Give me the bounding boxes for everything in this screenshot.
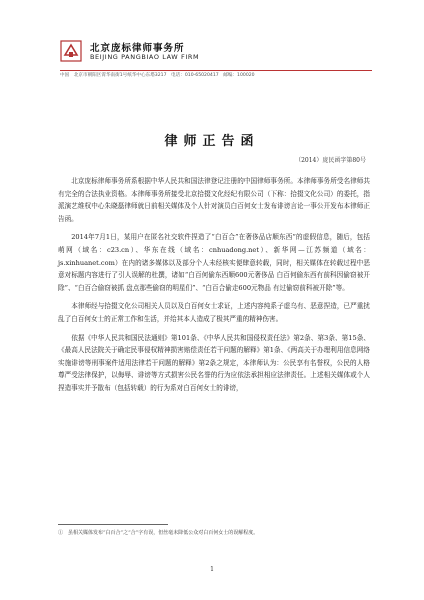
paragraph-verification: 本律师经与拾掇文化公司相关人员以及白百何女士求证，上述内容纯系子虚乌有、恶意捏造，已严重扰乱了白百何女士的正常工作和生活，并给其本人造成了极其严重的精神伤害。 xyxy=(58,302,370,323)
firm-name-chinese: 北京庞标律师事务所 xyxy=(90,43,185,54)
reference-number: （2014）庞民函字第80号 xyxy=(295,157,366,164)
header-divider xyxy=(60,70,372,71)
footnote-divider xyxy=(58,524,168,525)
paragraph-legal-basis: 依据《中华人民共和国民法通则》第101条、《中华人民共和国侵权责任法》第2条、第3条、第15条、《最高人民法院关于确定民事侵权精神损害赔偿责任若干问题的解释》第1条、《两高关于办理利用信息网络实施诽谤等刑事案件适用法律若干问题的解释》第2条之规定，本律师认为：公民享有名誉权，公民的人格尊严受法律保护，以侮辱、诽谤等方式损害公民名誉的行为应依法承担相应法律责任。上述相关媒体或个人捏造事实并予散布（包括转载）的行为系对白百何女士的诽谤， xyxy=(58,333,370,392)
footnote: ① 虽相关媒体发布“白百合”之“合”字有误，但丝毫未降低公众对白百何女士的误解程度。 xyxy=(58,530,259,536)
paragraph-intro: 北京庞标律师事务所系根据中华人民共和国法律登记注册的中国律师事务所。本律师事务所受名律师共有完全的合法执业资格。本律师事务所接受北京拾掇文化经纪有限公司（下称：拾掇文化公司）的委托，指派演艺维权中心朱晓磊律师就日前相关媒体及个人针对演员白百何女士发布诽谤言论一事公开发布本律师正告函。 xyxy=(58,177,370,223)
firm-address: 中国 北京市朝阳区霄华南街1号纸华中心东塔3217 电话：010-65020417 邮编：100020 xyxy=(60,73,255,78)
firm-name-english: BEIJING PANGBIAO LAW FIRM xyxy=(90,53,200,61)
law-firm-logo-icon xyxy=(60,40,82,62)
page-number: 1 xyxy=(210,566,214,573)
document-title: 律师正告函 xyxy=(164,134,260,149)
paragraph-facts: 2014年7月1日，某用户在匿名社交软件捏造了“白百合”在奢侈品店顺东西”的虚假信息，随后，包括萌网（域名：c23.cn）、华东在线（域名：cnhuadong.net）、新华网—江苏频道（域名：js.xinhuanet.com）在内的诸多媒体以及部分个人未经核实便肆意转载，同时，相关媒体在转载过程中恶意对标题内容进行了引人误解的杜撰，诸如“白百何偷东西顺600元奢侈品 白百何偷东西有前科因偷窃被开除”、“白百合偷窃被抓 盘点那些偷窃的明星们”、“白百合偷走600元物品 有过偷窃前科被开除”等。 xyxy=(58,233,370,292)
letter-body xyxy=(58,175,370,401)
